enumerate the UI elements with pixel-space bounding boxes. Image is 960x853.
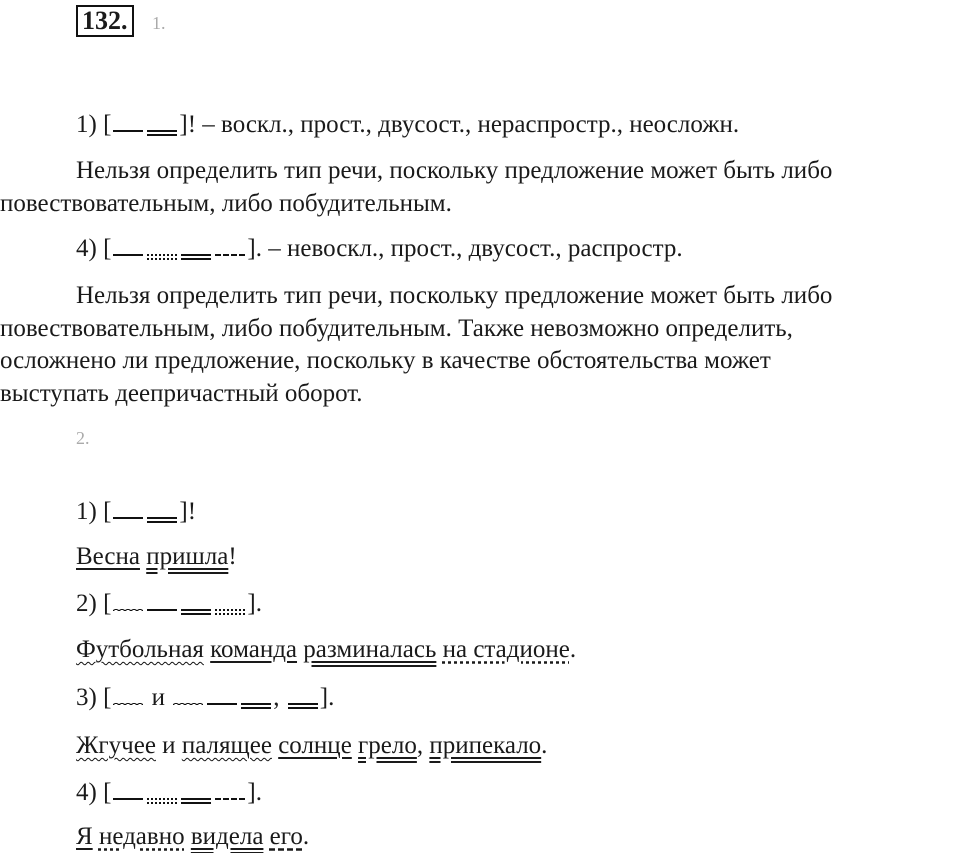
predicate-word: припекало — [429, 732, 542, 759]
attribute-word: Жгучее — [76, 732, 156, 759]
part2-s3-schema — [76, 683, 334, 713]
schema-prefix: 2) [ — [76, 590, 112, 617]
adverbial-word: недавно — [98, 823, 185, 850]
adverbial-mark — [147, 780, 177, 800]
adverbial-word: на стадионе — [442, 636, 570, 663]
schema-prefix: 1) [ — [76, 111, 112, 138]
object-mark — [215, 780, 245, 800]
part2-s2-schema — [76, 589, 262, 619]
schema-comma: , — [273, 684, 280, 711]
object-mark — [215, 236, 245, 256]
predicate-word: видела — [190, 823, 264, 850]
part1-item1-note-line2: повествовательным, либо побудительным. — [0, 190, 452, 217]
attribute-mark — [113, 593, 143, 611]
part2-s1-sentence — [76, 542, 237, 572]
part1-item4-note-line2: повествовательным, либо побудительным. Также невозможно определить, — [0, 315, 793, 342]
part2-s3-sentence — [76, 731, 547, 761]
part1-item4-schema — [76, 234, 683, 264]
attribute-word: палящее — [181, 732, 272, 759]
end-punct: ! — [228, 543, 237, 570]
attribute-word: Футбольная — [76, 636, 204, 663]
schema-prefix: 3) [ — [76, 684, 112, 711]
schema-prefix: 4) [ — [76, 779, 112, 806]
predicate-word: пришла — [146, 543, 229, 570]
part2-s1-schema — [76, 497, 196, 527]
end-punct: . — [569, 636, 577, 663]
part-2-label: 2. — [76, 428, 90, 448]
part1-item4-note-line3: осложнено ли предложение, поскольку в качестве обстоятельства может — [0, 347, 771, 374]
predicate-mark — [147, 499, 177, 519]
predicate-mark — [147, 112, 177, 132]
part-1-label: 1. — [152, 13, 166, 33]
attribute-mark — [173, 687, 203, 705]
attribute-mark — [113, 687, 143, 705]
subject-word: Я — [76, 823, 93, 850]
schema-prefix: 4) [ — [76, 235, 112, 262]
part1-item4-note-line1: Нельзя определить тип речи, поскольку предложение может быть либо — [76, 282, 833, 309]
subject-word: солнце — [278, 732, 352, 759]
predicate-mark — [288, 685, 318, 705]
part1-item1-schema — [76, 110, 739, 140]
schema-prefix: 1) [ — [76, 498, 112, 525]
predicate-mark — [181, 236, 211, 256]
schema-suffix: ]. — [247, 779, 262, 806]
predicate-mark — [241, 685, 271, 705]
schema-suffix: ]! – воскл., прост., двусост., нераспростр., неосложн. — [179, 111, 740, 138]
part2-s4-schema — [76, 778, 262, 808]
adverbial-mark — [215, 591, 245, 611]
schema-and: и — [151, 684, 166, 711]
schema-suffix: ]. – невоскл., прост., двусост., распростр. — [247, 235, 683, 262]
subject-mark — [113, 112, 143, 132]
exercise-number: 132. — [76, 5, 134, 37]
subject-word: Весна — [76, 543, 140, 570]
subject-word: команда — [210, 636, 298, 663]
part1-item4-note-line4: выступать деепричастный оборот. — [0, 380, 363, 407]
predicate-mark — [181, 591, 211, 611]
schema-suffix: ]! — [179, 498, 197, 525]
adverbial-mark — [147, 236, 177, 256]
predicate-word: грело — [358, 732, 417, 759]
object-word: его — [269, 823, 303, 850]
part1-item1-note-line1: Нельзя определить тип речи, поскольку предложение может быть либо — [76, 157, 833, 184]
part2-s2-sentence — [76, 635, 576, 665]
end-punct: . — [541, 732, 548, 759]
predicate-word: разминалась — [303, 636, 437, 663]
subject-mark — [207, 685, 237, 705]
subject-mark — [113, 236, 143, 256]
conjunction: и — [162, 732, 176, 759]
subject-mark — [113, 780, 143, 800]
predicate-mark — [181, 780, 211, 800]
subject-mark — [147, 591, 177, 611]
comma: , — [416, 732, 424, 759]
subject-mark — [113, 499, 143, 519]
schema-suffix: ]. — [319, 684, 335, 711]
end-punct: . — [302, 823, 310, 850]
part2-s4-sentence — [76, 822, 309, 852]
schema-suffix: ]. — [247, 590, 262, 617]
